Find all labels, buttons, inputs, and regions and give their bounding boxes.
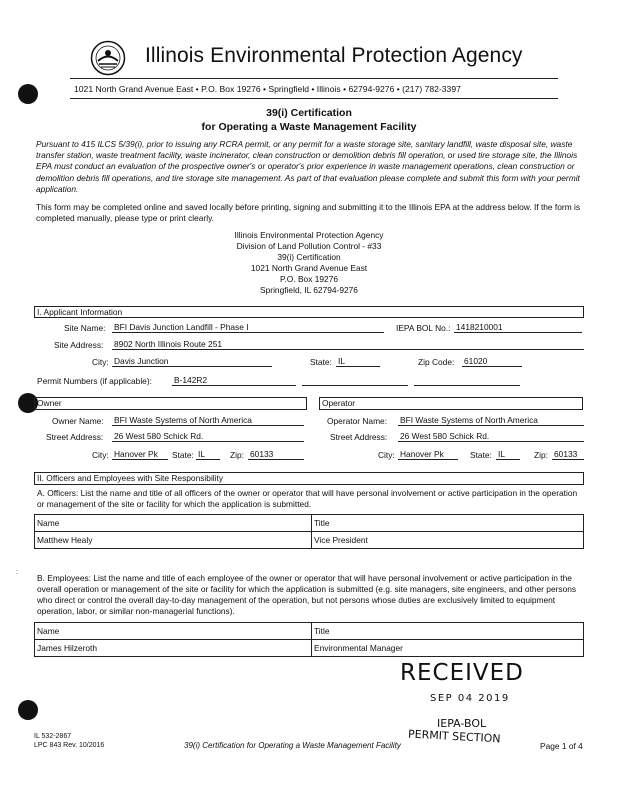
site-name-label: Site Name: [64, 323, 106, 333]
received-stamp-date: SEP 04 2019 [430, 693, 510, 704]
section-2-heading: II. Officers and Employees with Site Responsibility [34, 472, 584, 485]
officer-title-cell[interactable]: Vice President [312, 532, 584, 549]
owner-state-field[interactable]: IL [196, 449, 220, 460]
permit-number-field-3[interactable] [414, 375, 520, 386]
owner-city-field[interactable]: Hanover Pk [112, 449, 168, 460]
zip-field[interactable]: 61020 [462, 356, 522, 367]
owner-zip-label: Zip: [230, 450, 244, 460]
owner-street-label: Street Address: [46, 432, 104, 442]
operator-name-field[interactable]: BFI Waste Systems of North America [398, 415, 584, 426]
received-stamp-section: PERMIT SECTION [407, 727, 501, 746]
mailing-line: Illinois Environmental Protection Agency [234, 230, 384, 240]
section-1-heading: I. Applicant Information [34, 306, 584, 318]
employee-name-cell[interactable]: James Hilzeroth [35, 640, 312, 657]
intro-paragraph: Pursuant to 415 ILCS 5/39(i), prior to issuing any RCRA permit, or any permit for a waste storage site, sanitary landfill, waste disposal site, waste transfer station, waste treatment facility, waste incinerator, clean construction or demolition debris fill operation, or used tire storage site, the Illinois EPA must conduct an evaluation of the prospective owner's or operator's prior experience in waste management operations, clean construction or demolition debris fill operations, and tire storage site management. As part of that evaluation please complete and submit this form with your permit application. [36, 139, 580, 194]
owner-state-label: State: [172, 450, 194, 460]
agency-seal-logo [90, 40, 126, 76]
mailing-line: Division of Land Pollution Control - #33 [236, 240, 382, 251]
state-label: State: [310, 357, 332, 367]
operator-zip-field[interactable]: 60133 [552, 449, 584, 460]
operator-state-label: State: [470, 450, 492, 460]
operator-city-field[interactable]: Hanover Pk [398, 449, 458, 460]
operator-name-label: Operator Name: [327, 416, 388, 426]
footer-revision: LPC 843 Rev. 10/2016 [34, 742, 105, 749]
iepa-bol-label: IEPA BOL No.: [396, 323, 451, 333]
received-stamp: RECEIVED [400, 660, 524, 686]
officers-instructions: A. Officers: List the name and title of all officers of the owner or operator that will have personal involvement or active participation in the operation or management of the site or facility for which the application is submitted. [37, 488, 578, 509]
owner-heading: Owner [34, 397, 307, 410]
punch-hole-bottom [18, 700, 38, 720]
operator-state-field[interactable]: IL [496, 449, 520, 460]
site-address-label: Site Address: [54, 340, 104, 350]
mailing-line: P.O. Box 19276 [279, 273, 339, 284]
employees-instructions: B. Employees: List the name and title of each employee of the owner or operator that will have personal involvement or active participation in the overall operation or management of the site or facility for which the application is submitted (e.g. site managers, site engineers, and other persons who direct or control the overall day-to-day management of the operation, but not persons whose duties are exclusively limited to equipment operation, labor, or similar non-managerial functions). [37, 573, 577, 616]
operator-street-field[interactable]: 26 West 580 Schick Rd. [398, 431, 584, 442]
employees-name-header: Name [35, 623, 312, 640]
operator-city-label: City: [378, 450, 395, 460]
agency-name: Illinois Environmental Protection Agency [145, 44, 523, 67]
table-row [35, 640, 584, 657]
permit-number-field-1[interactable]: B-142R2 [172, 375, 296, 386]
zip-label: Zip Code: [418, 357, 455, 367]
form-title-line2: for Operating a Waste Management Facility [201, 121, 417, 133]
iepa-bol-field[interactable]: 1418210001 [454, 322, 582, 333]
owner-zip-field[interactable]: 60133 [248, 449, 304, 460]
state-field[interactable]: IL [336, 356, 380, 367]
permit-number-field-2[interactable] [302, 375, 408, 386]
operator-heading: Operator [319, 397, 583, 410]
form-title-line1: 39(i) Certification [266, 107, 352, 119]
mailing-address [0, 230, 618, 295]
mailing-line: 1021 North Grand Avenue East [250, 262, 368, 273]
site-name-field[interactable]: BFI Davis Junction Landfill - Phase I [112, 322, 384, 333]
footer-form-id: IL 532-2867 [34, 733, 72, 740]
punch-hole-top [18, 84, 38, 104]
officers-table [34, 514, 584, 549]
city-field[interactable]: Davis Junction [112, 356, 272, 367]
owner-name-field[interactable]: BFI Waste Systems of North America [112, 415, 304, 426]
mailing-line: Springfield, IL 62794-9276 [260, 284, 358, 295]
city-label: City: [92, 357, 109, 367]
footer-form-title: 39(i) Certification for Operating a Waste Management Facility [184, 741, 401, 750]
agency-address: 1021 North Grand Avenue East • P.O. Box 19276 • Springfield • Illinois • 62794-9276 • (217) 782-3397 [74, 84, 461, 94]
mailing-line: 39(i) Certification [277, 251, 341, 262]
table-row [35, 532, 584, 549]
received-stamp-office: IEPA-BOL [437, 717, 487, 730]
header-rule [70, 78, 558, 79]
site-address-field[interactable]: 8902 North Illinois Route 251 [112, 339, 584, 350]
header-rule-bottom [70, 98, 558, 99]
officers-title-header: Title [312, 515, 584, 532]
employees-table [34, 622, 584, 657]
officer-name-cell[interactable]: Matthew Healy [35, 532, 312, 549]
owner-city-label: City: [92, 450, 109, 460]
operator-zip-label: Zip: [534, 450, 548, 460]
instructions-paragraph: This form may be completed online and saved locally before printing, signing and submitting it to the Illinois EPA at the address below. If the form is completed manually, please type or print clearly. [36, 202, 581, 224]
officers-name-header: Name [35, 515, 312, 532]
employee-title-cell[interactable]: Environmental Manager [312, 640, 584, 657]
table-header-row [35, 623, 584, 640]
stray-mark: : [16, 569, 18, 576]
permit-numbers-label: Permit Numbers (if applicable): [37, 376, 152, 386]
owner-street-field[interactable]: 26 West 580 Schick Rd. [112, 431, 304, 442]
owner-name-label: Owner Name: [52, 416, 104, 426]
employees-title-header: Title [312, 623, 584, 640]
operator-street-label: Street Address: [330, 432, 388, 442]
table-header-row [35, 515, 584, 532]
footer-page-number: Page 1 of 4 [540, 741, 583, 751]
